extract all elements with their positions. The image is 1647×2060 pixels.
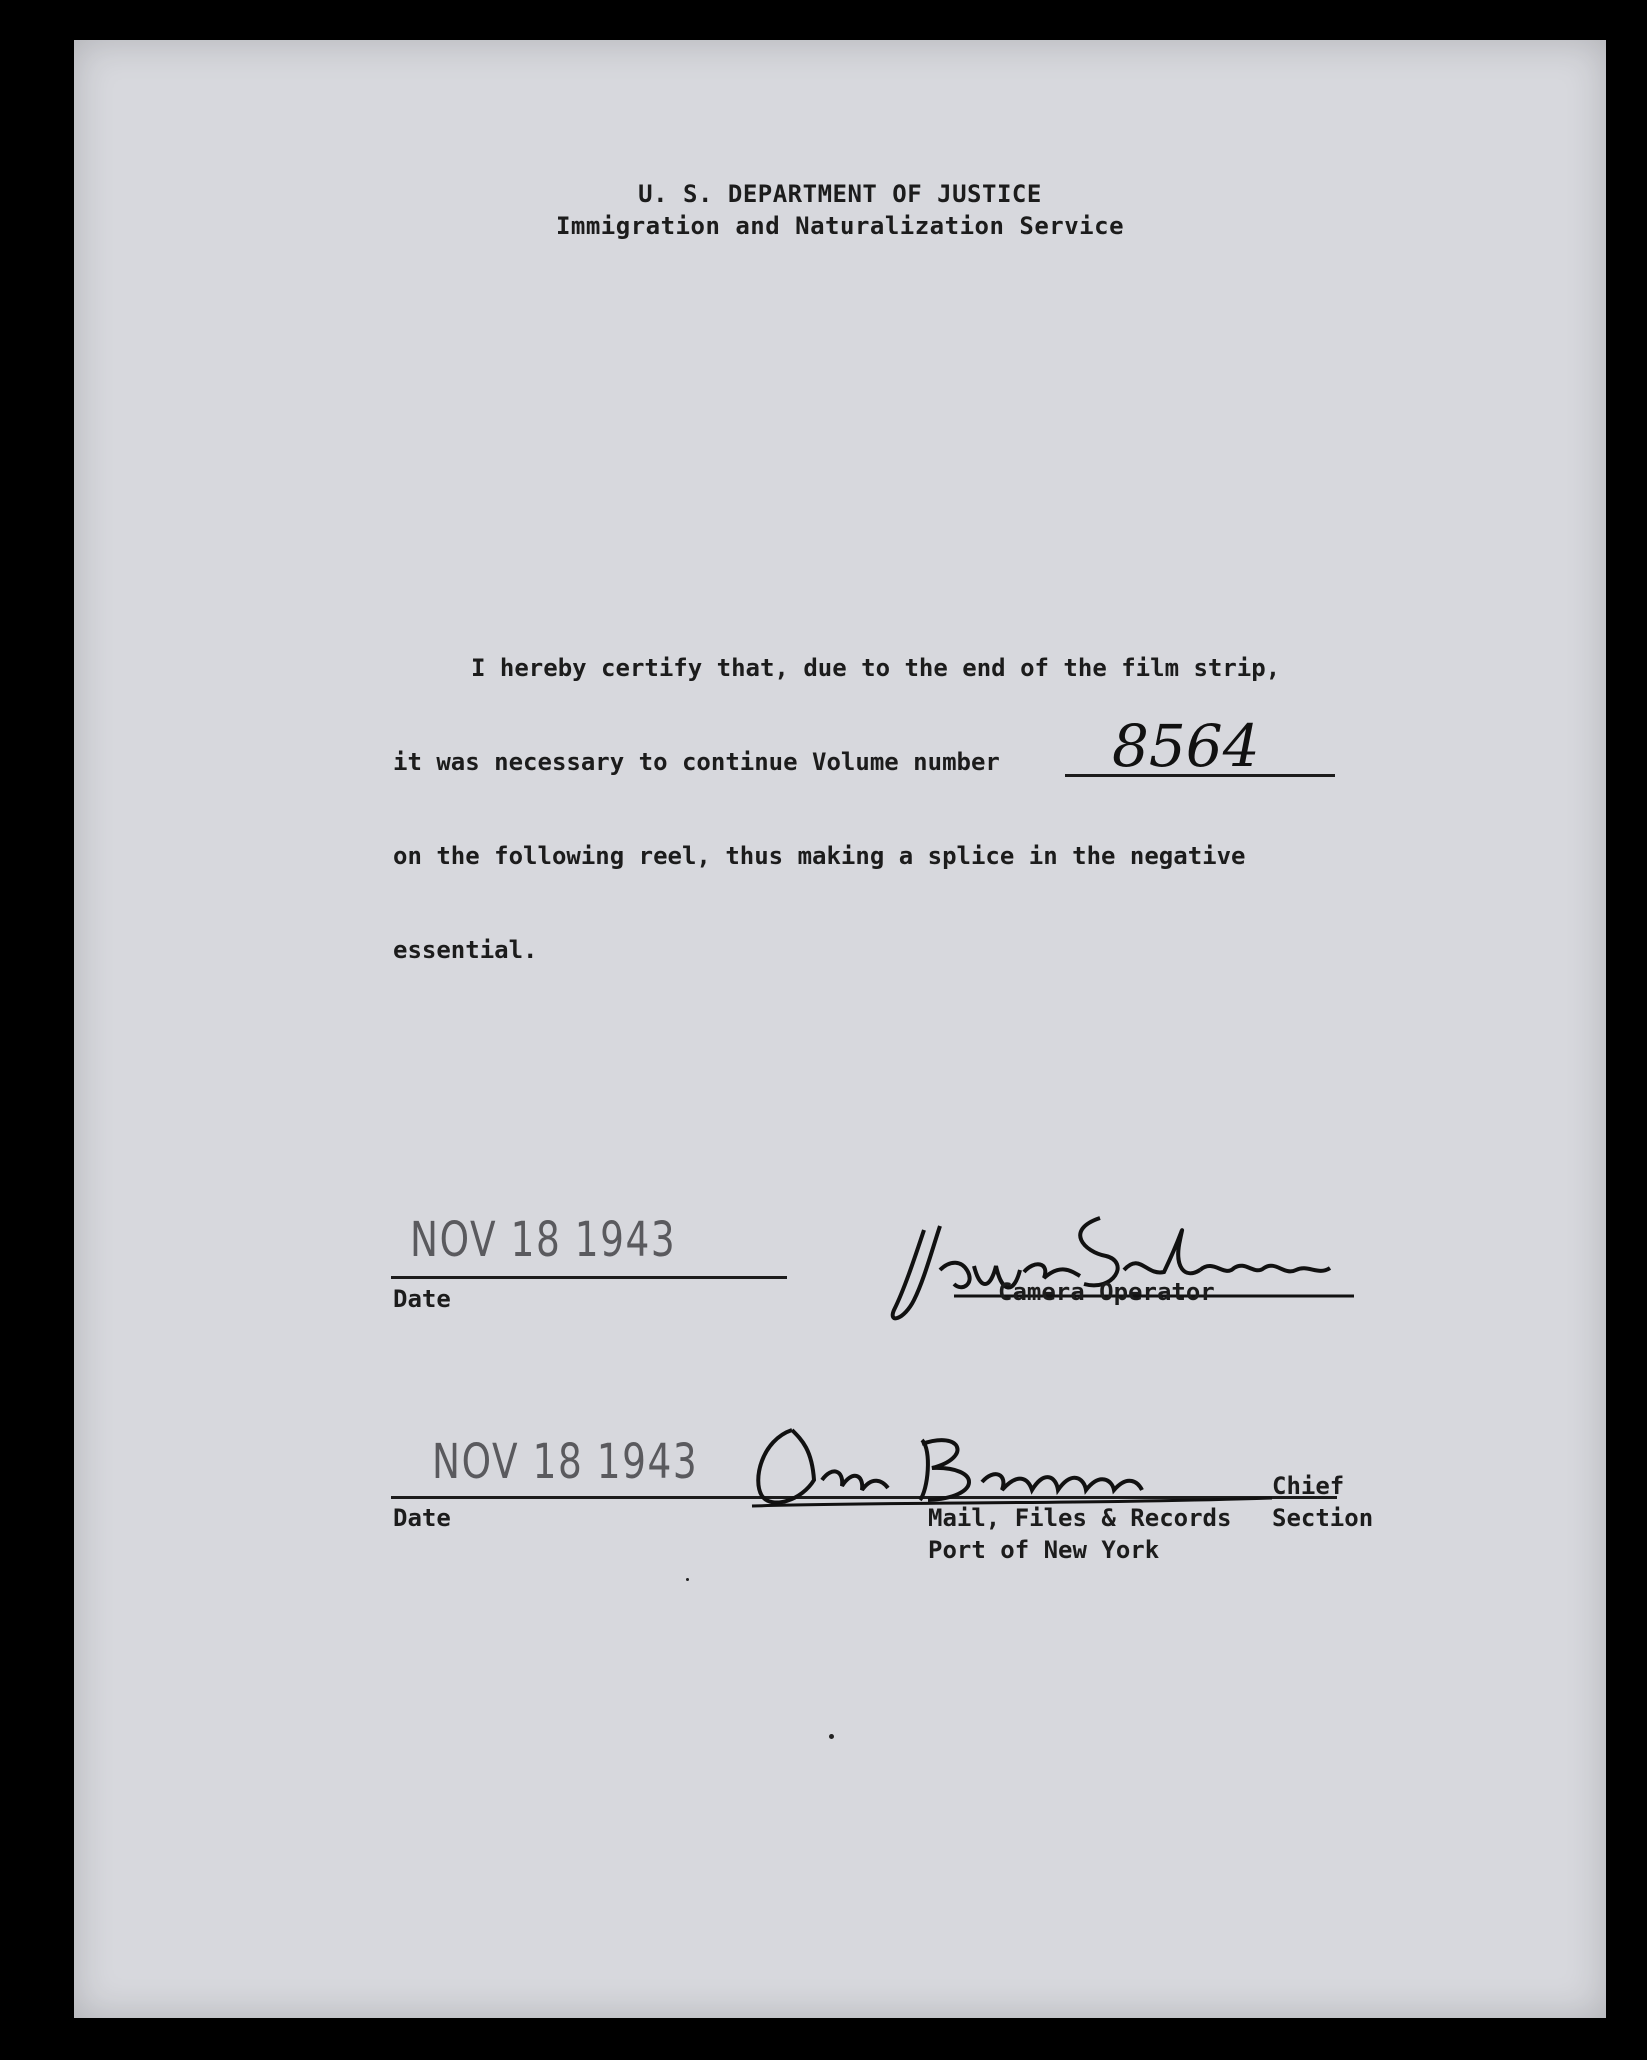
certify-line-2: it was necessary to continue Volume number	[393, 748, 1000, 776]
certify-line-1: I hereby certify that, due to the end of the film strip,	[471, 654, 1281, 682]
chief-date-stamp: NOV 18 1943	[432, 1434, 699, 1490]
camera-operator-label: Camera Operator	[998, 1278, 1215, 1306]
camera-date-rule	[391, 1276, 787, 1279]
certify-line-4: essential.	[393, 936, 538, 964]
camera-date-stamp: NOV 18 1943	[410, 1212, 677, 1268]
chief-date-label: Date	[393, 1504, 451, 1532]
chief-title: Chief	[1272, 1472, 1345, 1500]
chief-section: Section	[1272, 1504, 1374, 1532]
header-agency: U. S. DEPARTMENT OF JUSTICE	[638, 180, 1042, 208]
header-service: Immigration and Naturalization Service	[555, 212, 1125, 240]
paper-speck	[829, 1734, 834, 1739]
paper-speck	[686, 1578, 689, 1581]
document-page	[74, 40, 1606, 2018]
volume-number-handwritten: 8564	[1112, 712, 1260, 780]
chief-location: Port of New York	[928, 1536, 1160, 1564]
camera-date-label: Date	[393, 1285, 451, 1313]
certify-line-3: on the following reel, thus making a splice in the negative	[393, 842, 1246, 870]
chief-department: Mail, Files & Records	[928, 1504, 1232, 1532]
